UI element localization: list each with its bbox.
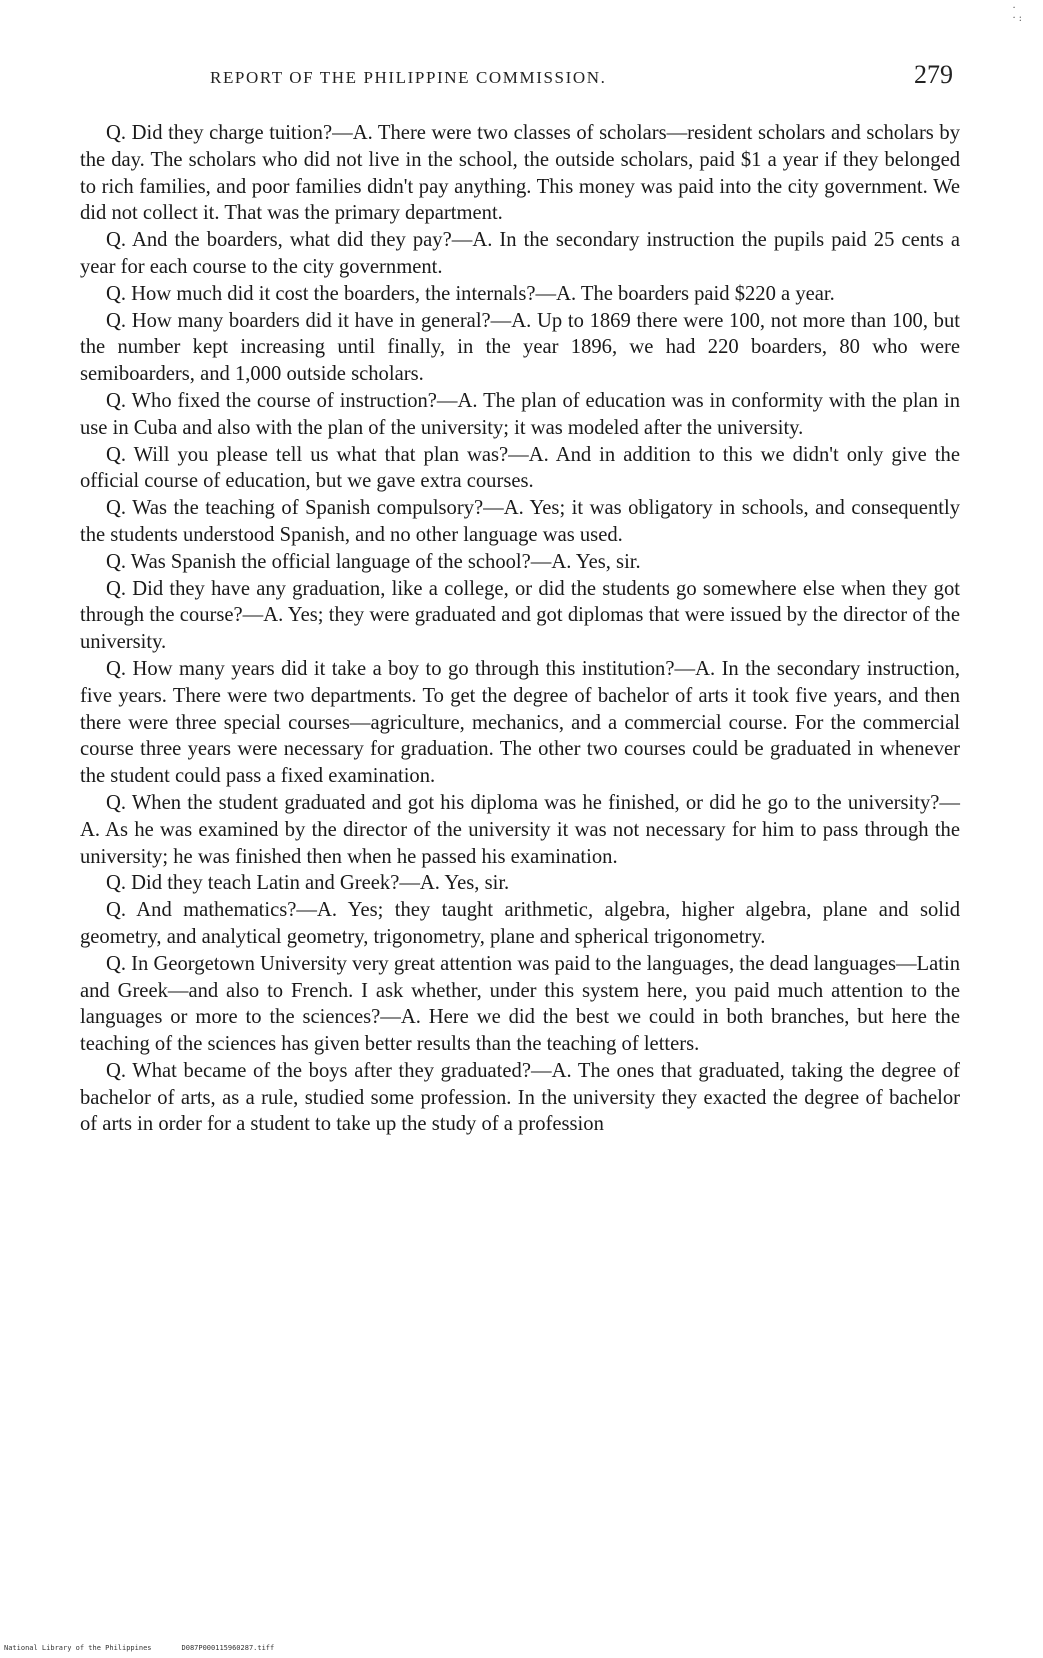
body-text — [80, 120, 960, 1138]
paragraph: Q. Was Spanish the official language of the school?—A. Yes, sir. — [106, 550, 641, 573]
paragraph: Q. How many boarders did it have in general?—A. Up to 1869 there were 100, not more than 100, but the number kept increasing until finally, in the year 1896, we had 220 boarders, 80 who were semiboarders, and 1,000 outside scholars. — [80, 309, 960, 386]
page-header — [80, 60, 953, 96]
page-number: 279 — [914, 60, 953, 89]
paragraph: Q. When the student graduated and got his diploma was he finished, or did he go to the university?—A. As he was examined by the director of the university it was not necessary for him to pass through the university; he was finished then when he passed his examination. — [80, 791, 960, 868]
paragraph: Q. Was the teaching of Spanish compulsory?—A. Yes; it was obligatory in schools, and consequently the students understood Spanish, and no other language was used. — [80, 497, 960, 546]
running-head: REPORT OF THE PHILIPPINE COMMISSION. — [210, 68, 607, 87]
paragraph: Q. And mathematics?—A. Yes; they taught arithmetic, algebra, higher algebra, plane and solid geometry, and analytical geometry, trigonometry, plane and spherical trigonometry. — [80, 899, 960, 948]
library-credit: National Library of the Philippines — [4, 1644, 152, 1652]
file-name: D087P000115960287.tiff — [181, 1644, 275, 1652]
paragraph: Q. In Georgetown University very great attention was paid to the languages, the dead languages—Latin and Greek—and also to French. I ask whether, under this system here, you paid much attention to the languages or more to the sciences?—A. Here we did the best we could in both branches, but here the teaching of the sciences has given better results than the teaching of letters. — [80, 952, 961, 1056]
paragraph: Q. Did they teach Latin and Greek?—A. Yes, sir. — [106, 872, 510, 895]
paragraph: Q. What became of the boys after they graduated?—A. The ones that graduated, taking the degree of bachelor of arts, as a rule, studied some profession. In the university they exacted the degree of bachelor of arts in order for a student to take up the study of a profession — [80, 1059, 960, 1136]
paragraph: Q. How much did it cost the boarders, the internals?—A. The boarders paid $220 a year. — [106, 282, 835, 305]
paragraph: Q. Will you please tell us what that plan was?—A. And in addition to this we didn't only give the official course of education, but we gave extra courses. — [80, 443, 960, 493]
paragraph: Q. Did they charge tuition?—A. There were two classes of scholars—resident scholars and scholars by the day. The scholars who did not live in the school, the outside scholars, paid $1 a year if they belonged to rich families, and poor families didn't pay anything. This money was paid into the city government. We did not collect it. That was the primary department. — [80, 122, 960, 225]
paragraph: Q. And the boarders, what did they pay?—A. In the secondary instruction the pupils paid 25 cents a year for each course to the city government. — [80, 229, 960, 278]
paragraph: Q. Who fixed the course of instruction?—A. The plan of education was in conformity with the plan in use in Cuba and also with the plan of the university; it was modeled after the university. — [80, 389, 960, 439]
scan-footer — [4, 1644, 274, 1652]
scan-marks: · ·: — [1012, 3, 1025, 24]
paragraph: Q. How many years did it take a boy to go through this institution?—A. In the secondary instruction, five years. There were two departments. To get the degree of bachelor of arts it took five years, and then there were three special courses—agriculture, mechanics, and a commercial course. For the commercial course three years were necessary for graduation. The other two courses could be graduated in whenever the student could pass a fixed examination. — [80, 657, 960, 788]
paragraph: Q. Did they have any graduation, like a college, or did the students go somewhere else when they got through the course?—A. Yes; they were graduated and got diplomas that were issued by the director of the university. — [80, 577, 960, 654]
